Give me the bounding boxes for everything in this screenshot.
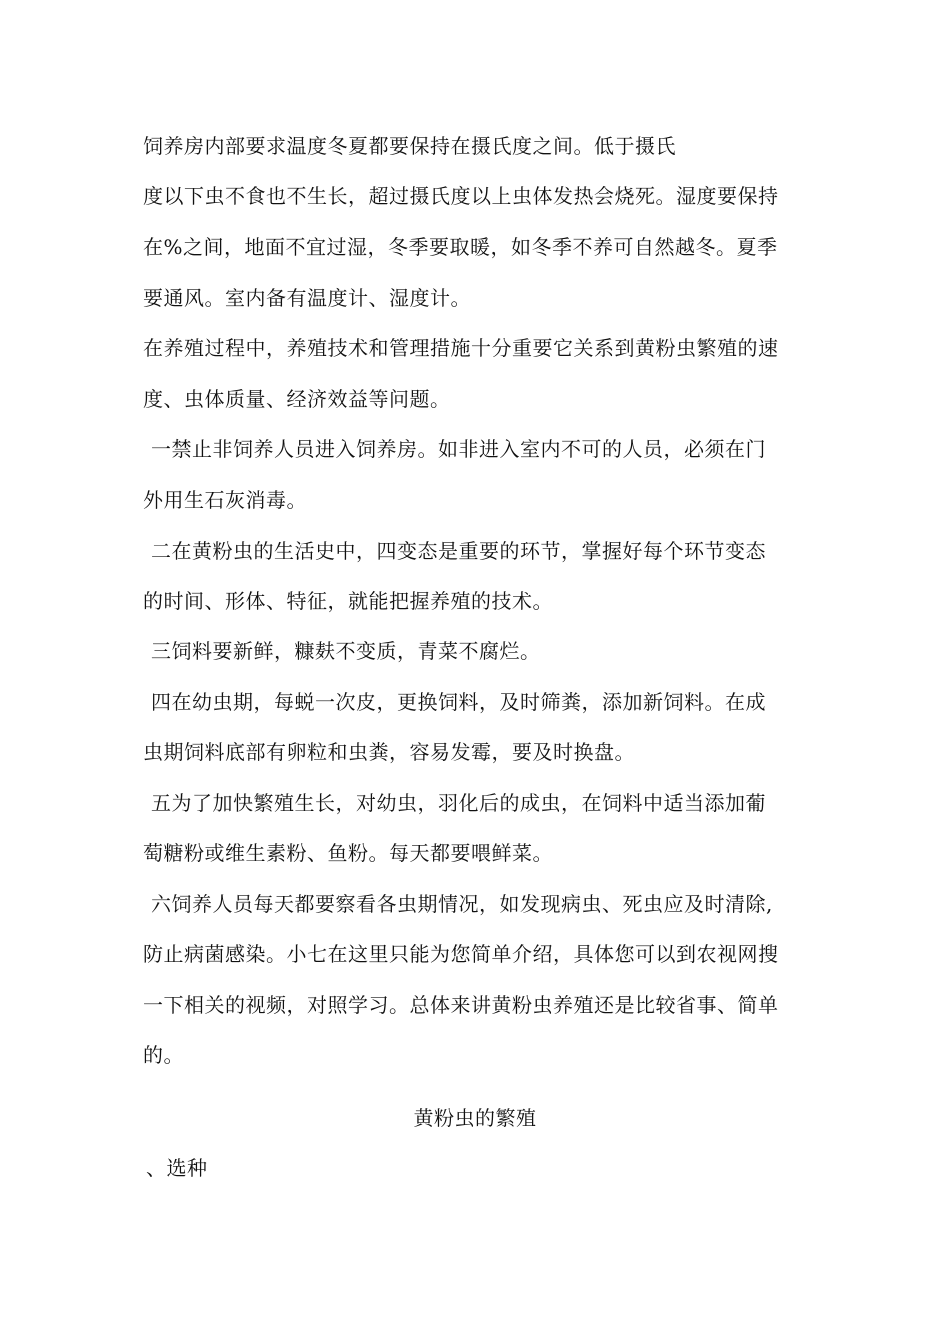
list-item-line: 二在黄粉虫的生活史中，四变态是重要的环节，掌握好每个环节变态: [151, 539, 766, 563]
paragraph-line: 要通风。室内备有温度计、湿度计。: [143, 286, 471, 310]
paragraph-line: 度、虫体质量、经济效益等问题。: [143, 387, 451, 411]
list-item-line: 的。: [143, 1043, 184, 1067]
list-item-line: 防止病菌感染。小七在这里只能为您简单介绍，具体您可以到农视网搜: [143, 942, 779, 966]
paragraph-line: 在养殖过程中，养殖技术和管理措施十分重要它关系到黄粉虫繁殖的速: [143, 336, 779, 360]
paragraph-line: 度以下虫不食也不生长，超过摄氏度以上虫体发热会烧死。湿度要保持: [143, 184, 779, 208]
list-item-line: 六饲养人员每天都要察看各虫期情况，如发现病虫、死虫应及时清除,: [151, 892, 773, 916]
subsection-heading: 、选种: [146, 1156, 208, 1180]
list-item-line: 虫期饲料底部有卵粒和虫粪，容易发霉，要及时换盘。: [143, 740, 635, 764]
list-item-line: 萄糖粉或维生素粉、鱼粉。每天都要喂鲜菜。: [143, 841, 553, 865]
list-item-line: 的时间、形体、特征，就能把握养殖的技术。: [143, 589, 553, 613]
section-title: 黄粉虫的繁殖: [413, 1106, 537, 1130]
list-item-line: 三饲料要新鲜，糠麸不变质，青菜不腐烂。: [151, 639, 541, 663]
paragraph-line: 饲养房内部要求温度冬夏都要保持在摄氏度之间。低于摄氏: [143, 134, 676, 158]
list-item-line: 五为了加快繁殖生长，对幼虫，羽化后的成虫，在饲料中适当添加葡: [151, 791, 766, 815]
list-item-line: 外用生石灰消毒。: [143, 488, 307, 512]
list-item-line: 一下相关的视频，对照学习。总体来讲黄粉虫养殖还是比较省事、简单: [143, 993, 779, 1017]
list-item-line: 四在幼虫期，每蜕一次皮，更换饲料，及时筛粪，添加新饲料。在成: [151, 690, 766, 714]
list-item-line: 一禁止非饲养人员进入饲养房。如非进入室内不可的人员，必须在门: [151, 437, 766, 461]
paragraph-line: 在%之间，地面不宜过湿，冬季要取暖，如冬季不养可自然越冬。夏季: [143, 235, 778, 259]
